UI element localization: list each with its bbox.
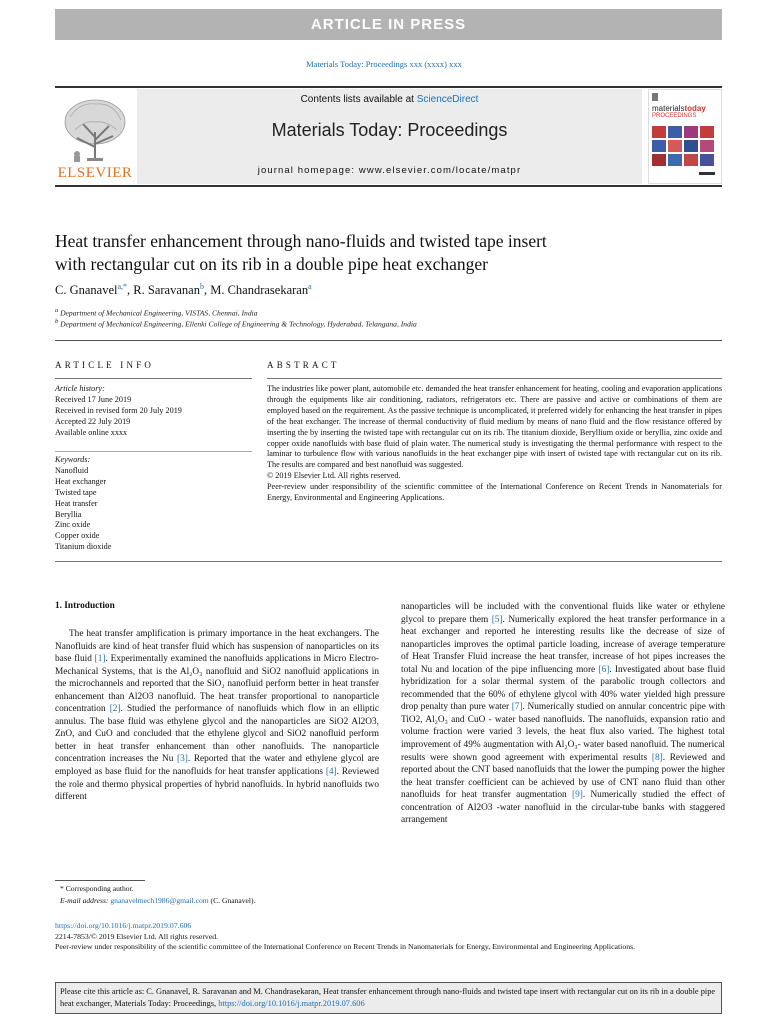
citation-doi-link[interactable]: https://doi.org/10.1016/j.matpr.2019.07.606 <box>218 999 365 1008</box>
journal-homepage[interactable]: journal homepage: www.elsevier.com/locate/matpr <box>257 165 522 176</box>
sciencedirect-link[interactable]: ScienceDirect <box>416 94 479 105</box>
article-info-rule <box>55 378 252 379</box>
affiliation-a-text: Department of Mechanical Engineering, VISTAS, Chennai, India <box>60 308 258 318</box>
body-text: The heat transfer amplification is primary importance in the heat exchangers. The Nanofluids are kind of heat transfer fluid which has suspension of nanoparticles on its base fluid <box>55 629 379 665</box>
body-text: . Experimentally examined the nanofluids applications in Micro Electro-Mechanical Systems, that is the Al₂O₃ nanofluid and SiO2 nanofluid applications in the microchannels and reported that the SiO₂ nanofluid perform better in heat transfer enhancement than Al2O3 nanofluid. The heat transfer proportional to nanoparticle concentration <box>55 654 379 715</box>
citation-link[interactable]: [9] <box>572 790 583 801</box>
citation-link[interactable]: [5] <box>491 614 503 625</box>
author-list: C. Gnanavel$^{a,*}$, R. Saravanan$^b$, M. Chandrasekaran$^a$ <box>55 282 312 298</box>
abstract-text: The industries like power plant, automobile etc. demanded the heat transfer enhancement for heating, cooling and evaporation applications through the equipments like air conditioning, radiators, refrigerators etc. There are passive and active or combinations of them are employed based on the requirement. As the passive technique is uncomplicated, it preferred widely for enhancing the heat transfer in pipes of the heat exchanger. The increase of thermal conductivity of fluid medium by means of nano fluid and the flow resistance offered by inserting the by inserting the twisted tape with rectangular cut on its rib. The titanium dioxide, Beryllium oxide or beryllia, zinc oxide and copper oxide nanofluids with base fluid of plain water. The numerical study is investigating the thermal performance with respect to the laminar to turbulence flow with various nanofluids in the heat exchanger pipe with insert of twisted tape with rectangular cut on its rib. The results are compared and best nanofluid was suggested. <box>267 384 722 470</box>
article-info-heading: ARTICLE INFO <box>55 360 155 370</box>
email-link[interactable]: gnanavelmech1986@gmail.com <box>110 896 209 905</box>
abstract-rule <box>267 378 722 379</box>
corresponding-text: Corresponding author. <box>65 884 134 893</box>
body-text: . Investigated about base fluid hybridization for a solar thermal system of the parabolic trough collectors and recommended that the 60% of ethylene glycol with 40% water yielded high pressure drop penalty than pure water <box>401 664 725 713</box>
body-text: . Numerically studied on annular concentric pipe with TiO2, Al₂O₃ and CuO - water based nanofluids. The nanofluids, expansion ratio and volume fraction were varied 3 levels, the heat flux also varied. The highest total improvement of 49% augmentation with Al₂O₃- water based nanofluid. The numerical results were shown good agreement with experimental results <box>401 702 725 763</box>
footnote-rule <box>55 880 145 881</box>
corresponding-mark: * <box>60 884 64 893</box>
abstract-divider <box>55 561 722 562</box>
citation-link[interactable]: [6] <box>598 664 610 675</box>
paper-title <box>55 230 685 276</box>
keyword: Heat transfer <box>55 498 98 508</box>
cover-brand-materials: materials <box>652 104 685 113</box>
affiliation-a-mark: a <box>55 307 59 314</box>
history-item: Available online xxxx <box>55 427 128 437</box>
article-history <box>55 384 250 439</box>
abstract-body <box>267 384 722 504</box>
body-column-left <box>55 628 379 804</box>
journal-reference-link[interactable]: Materials Today: Proceedings xxx (xxxx) xxx <box>306 59 462 69</box>
affiliation-b-text: Department of Mechanical Engineering, Ellenki College of Engineering & Technology, Hyderabad, Telangana, India <box>60 319 417 329</box>
body-text: . Numerically studied the effect of concentration of Al2O3 -water nanofluid in the circular-tube banks with staggered arrangement <box>401 790 726 826</box>
keyword: Zinc oxide <box>55 520 91 530</box>
cover-brand-today: today <box>684 104 706 113</box>
body-text: . Numerically explored the heat transfer performance in a heat exchanger and reported he interesting results like the decrease of size of nanoparticles improves the optimal particle loading, increase of average temperature of Heat Transfer Fluid increase the heat transfer, increase of hot pipes increases the total Nu and location of the pipe influencing more <box>401 614 725 675</box>
history-label: Article history: <box>55 384 105 393</box>
cover-subtitle: PROCEEDINGS <box>652 113 697 119</box>
body-text: . Reviewed and reported about the CNT based nanofluids that the lower the pumping power the higher the heat transfer coefficient can be achieved by use of CNT nano fluid than other nanofluids for heat transfer augmentation <box>401 752 726 801</box>
keywords-label: Keywords: <box>55 455 91 464</box>
citation-link[interactable]: [7] <box>511 702 523 713</box>
history-item: Accepted 22 July 2019 <box>55 416 131 426</box>
email-label: E-mail address: <box>60 896 111 905</box>
affiliation-b-mark: b <box>55 318 59 325</box>
body-text: . Reviewed the role and thermo physical properties of hybrid nanofluids. In hybrid nanofluids two different <box>55 767 379 803</box>
citation-link[interactable]: [1] <box>94 654 106 665</box>
footer-peer-review: Peer-review under responsibility of the scientific committee of the International Conference on Recent Trends in Nanomaterials for Energy, Environmental and Engineering Applications. <box>55 942 636 951</box>
keyword: Beryllia <box>55 509 82 519</box>
history-item: Received in revised form 20 July 2019 <box>55 405 182 415</box>
citation-link[interactable]: [2] <box>109 704 121 715</box>
author-name: M. Chandrasekaran <box>210 283 309 298</box>
citation-text: Please cite this article as: C. Gnanavel, R. Saravanan and M. Chandrasekaran, Heat transfer enhancement through nano-fluids and twisted tape insert with rectangular cut on its rib in a double pipe heat exchanger, Materials Today: Proceedings, <box>60 987 716 1008</box>
contents-line <box>137 94 642 105</box>
masthead-bottom-rule <box>55 185 722 187</box>
paper-title-line-1: Heat transfer enhancement through nano-fluids and twisted tape insert <box>55 231 547 251</box>
journal-title: Materials Today: Proceedings <box>271 120 508 140</box>
abstract-peer-review: Peer-review under responsibility of the scientific committee of the International Conference on Recent Trends in Nanomaterials for Energy, Environmental and Engineering Applications. <box>267 482 722 503</box>
corresponding-author-note <box>60 884 134 893</box>
author-name: C. Gnanavel <box>55 283 118 298</box>
body-column-right <box>401 601 725 827</box>
keywords-list <box>55 455 250 553</box>
keyword: Heat exchanger <box>55 476 107 486</box>
abstract-copyright: © 2019 Elsevier Ltd. All rights reserved. <box>267 471 401 481</box>
masthead-top-rule <box>55 86 722 88</box>
citation-box <box>55 982 722 1014</box>
citation-link[interactable]: [8] <box>651 752 663 763</box>
author-affiliation-mark[interactable]: a <box>308 282 312 291</box>
keywords-rule <box>55 451 252 452</box>
author-affiliation-mark[interactable]: a,* <box>117 282 128 291</box>
author-affiliation-mark[interactable]: b <box>199 282 204 291</box>
paper-title-line-2: with rectangular cut on its rib in a double pipe heat exchanger <box>55 254 488 274</box>
intro-paragraph-right <box>401 601 725 827</box>
abstract-heading: ABSTRACT <box>267 360 340 370</box>
history-item: Received 17 June 2019 <box>55 394 132 404</box>
citation-link[interactable]: [4] <box>325 767 337 778</box>
body-text: nanoparticles will be included with the conventional fluids like water or ethylene glycol to prepare them <box>401 602 725 625</box>
contents-prefix: Contents lists available at <box>300 94 417 105</box>
article-in-press-banner: ARTICLE IN PRESS <box>55 9 722 40</box>
elsevier-wordmark: ELSEVIER <box>57 165 133 181</box>
body-text: . Reported that the water and ethylene glycol are employed as base fluid for the nanofluids for heat transfer applications <box>55 754 379 778</box>
cover-brand <box>652 104 722 113</box>
email-note <box>60 896 255 905</box>
citation-link[interactable]: [3] <box>177 754 188 765</box>
introduction-heading: 1. Introduction <box>55 601 115 611</box>
affiliation-b <box>55 318 417 329</box>
keyword: Copper oxide <box>55 531 100 541</box>
keyword: Nanofluid <box>55 465 89 475</box>
keyword: Titanium dioxide <box>55 542 112 552</box>
body-text: . Studied the performance of nanofluids which flow in an elliptic annulus. The base fluid was ethylene glycol and the nanoparticles are SiO2 Al2O3, ZnO, and CuO and concluded that the ethylene glycol and SiO2 nanofluid perform better in heat transfer enhancement than other nanofluids. The nanoparticle concentration increases the Nu <box>55 704 379 765</box>
affiliation-a <box>55 307 258 318</box>
author-name: R. Saravanan <box>133 283 200 298</box>
intro-paragraph-left <box>55 628 379 804</box>
keyword: Twisted tape <box>55 487 97 497</box>
email-owner: (C. Gnanavel). <box>208 896 256 905</box>
header-divider <box>55 340 722 341</box>
issn-copyright: 2214-7853/© 2019 Elsevier Ltd. All rights reserved. <box>55 932 219 941</box>
doi-link[interactable]: https://doi.org/10.1016/j.matpr.2019.07.606 <box>55 921 192 930</box>
